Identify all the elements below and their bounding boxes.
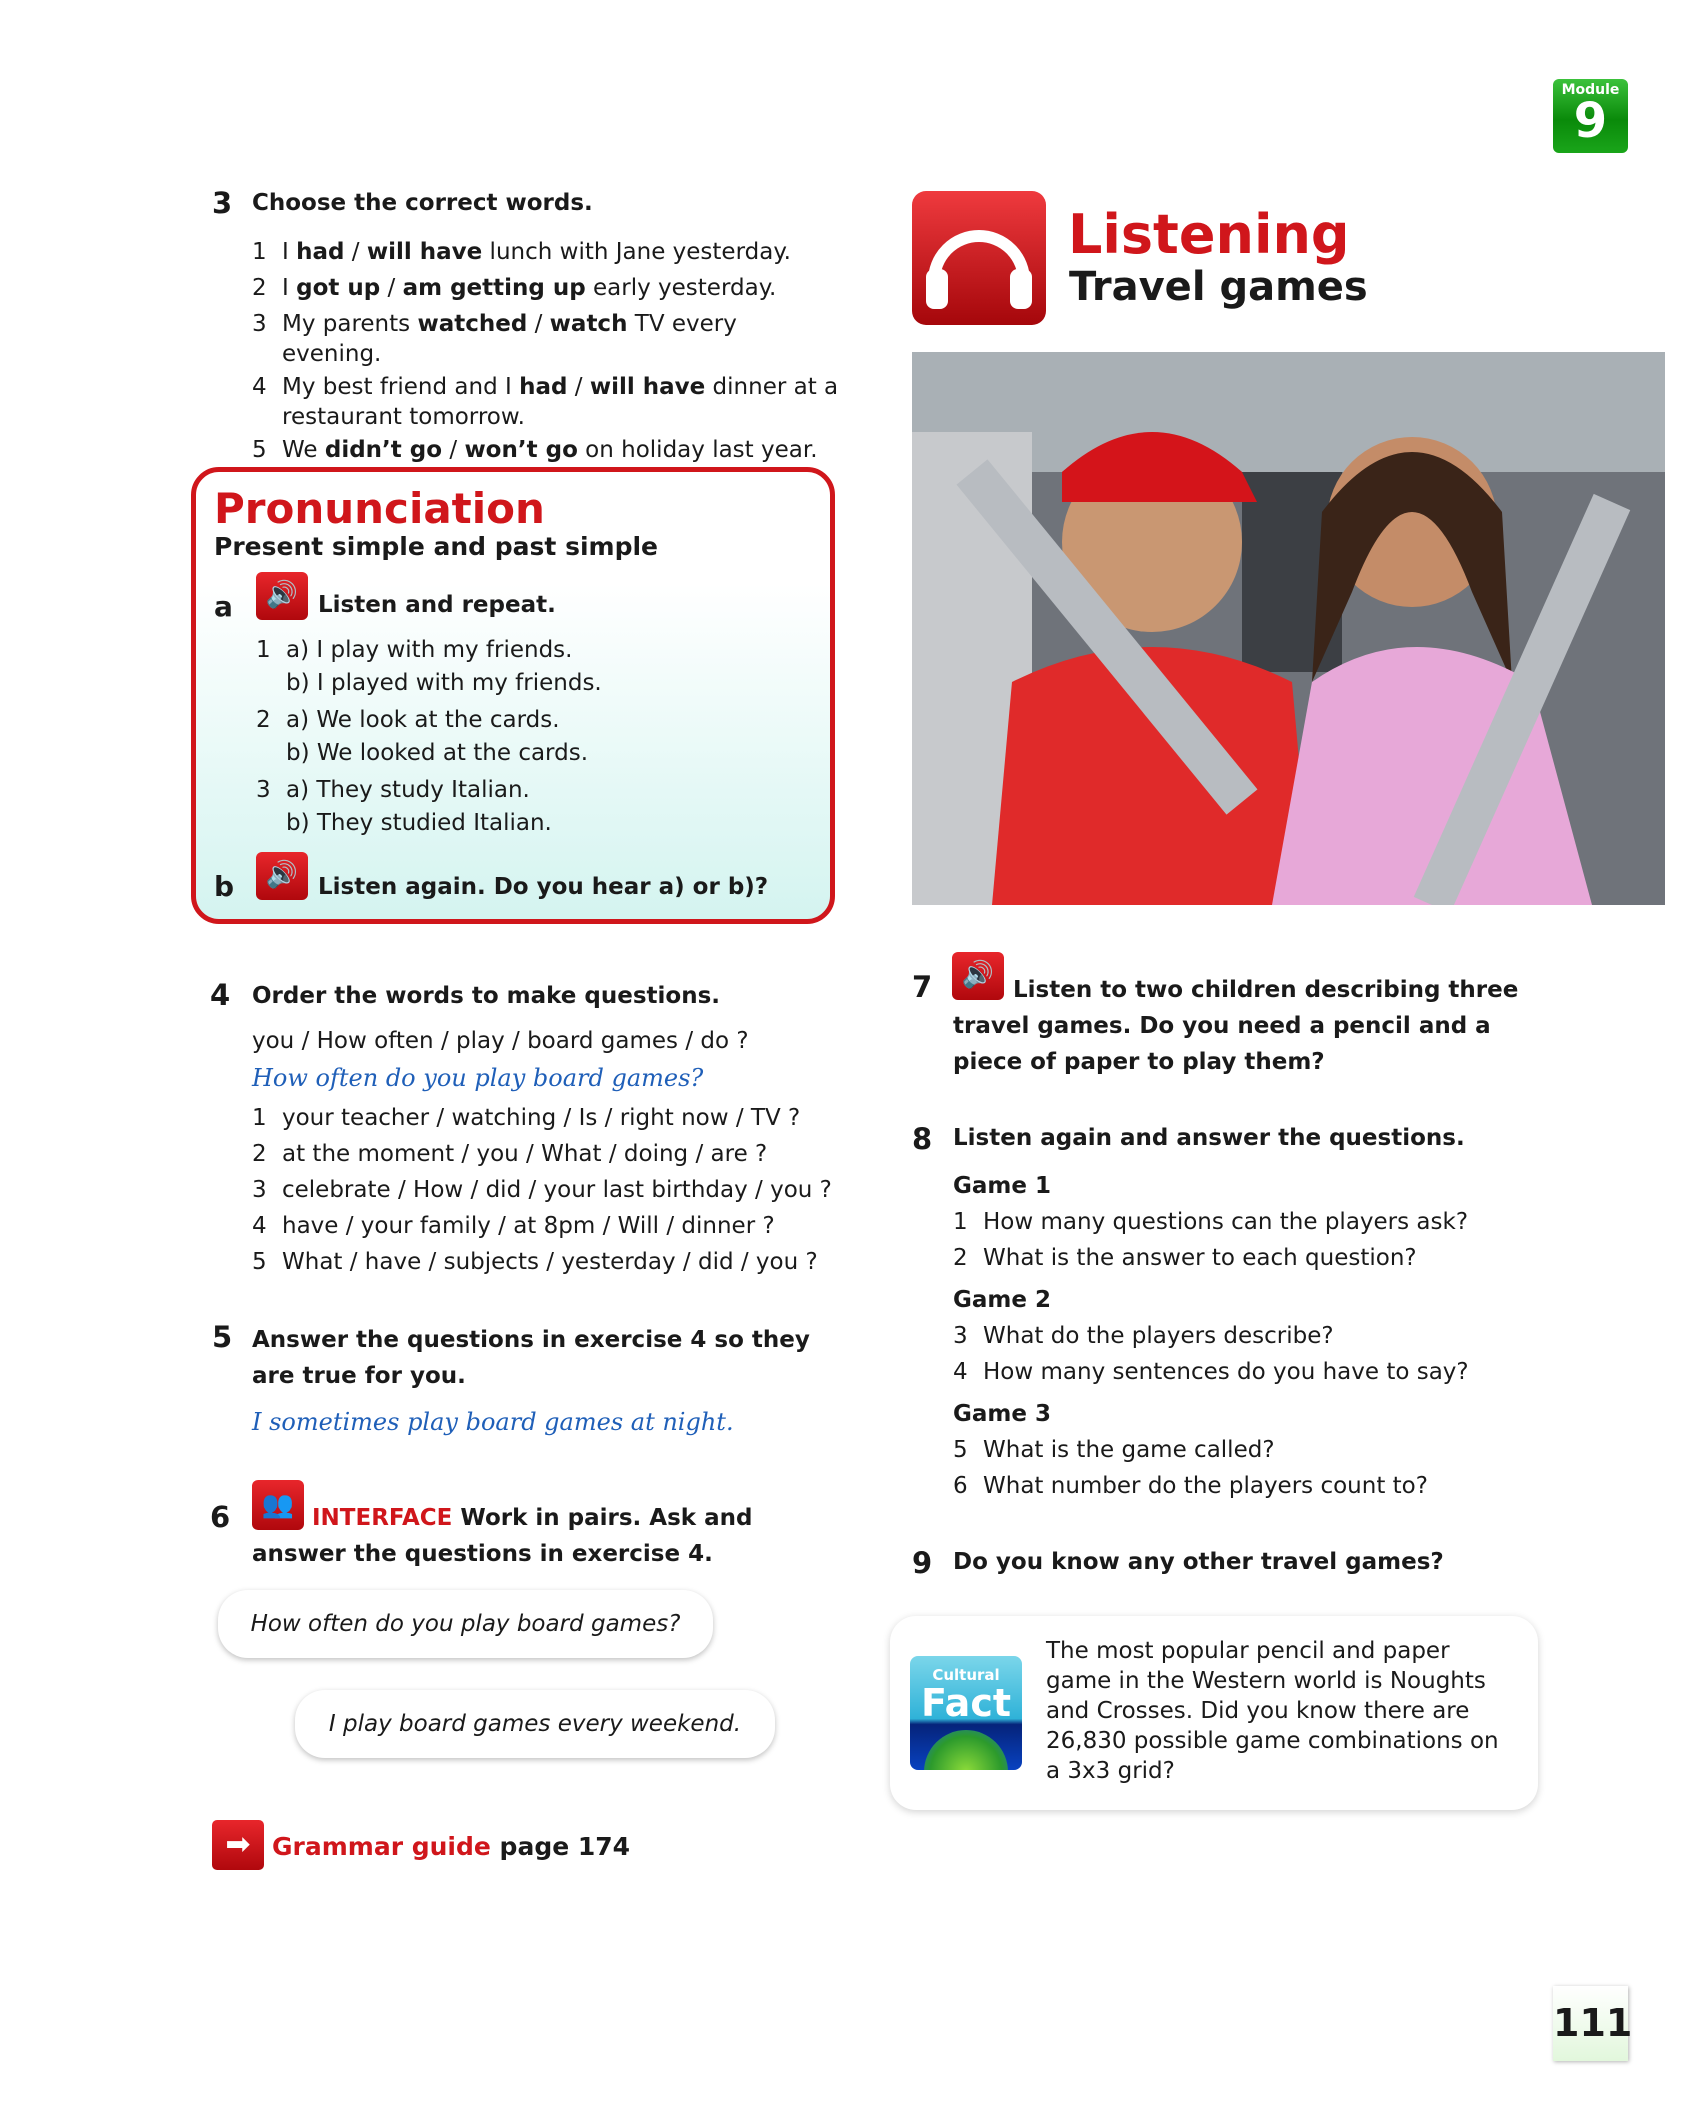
part-a-label: a <box>214 590 233 623</box>
pronunciation-title: Pronunciation <box>214 484 545 533</box>
item-text: your teacher / watching / Is / right now / TV ? <box>282 1105 801 1131</box>
pronunciation-list <box>256 632 816 842</box>
item-text: What do the players describe? <box>983 1323 1334 1349</box>
interface-pair-icon: 👥 <box>252 1480 304 1530</box>
module-badge <box>1553 79 1628 153</box>
globe-icon <box>924 1730 1008 1770</box>
exercise-4-example-answer: How often do you play board games? <box>252 1064 704 1092</box>
exercise-number: 9 <box>912 1546 933 1580</box>
part-b-instruction: Listen again. Do you hear a) or b)? <box>318 874 769 900</box>
option-b[interactable]: will have <box>589 374 706 400</box>
item-text: How many sentences do you have to say? <box>983 1359 1469 1385</box>
section-title: Listening <box>1068 203 1350 266</box>
exercise-4-title: Order the words to make questions. <box>252 983 721 1009</box>
list-item <box>252 1100 852 1136</box>
item-number: 2 <box>252 1141 267 1167</box>
text: We <box>282 437 325 463</box>
list-item <box>252 432 842 468</box>
exercise-number: 4 <box>210 978 231 1012</box>
item-text <box>282 432 818 468</box>
item-text <box>282 270 776 306</box>
photo-children-in-car <box>912 352 1665 905</box>
exercise-6-title <box>252 1500 842 1572</box>
item-text <box>282 306 842 369</box>
separator: / <box>527 311 550 337</box>
exercise-4-list <box>252 1100 852 1280</box>
badge-text-cultural: Cultural <box>932 1666 1000 1684</box>
exercise-number: 6 <box>210 1500 231 1534</box>
option-b[interactable]: will have <box>366 239 483 265</box>
exercise-number: 5 <box>212 1320 233 1354</box>
pronunciation-item <box>256 702 816 768</box>
sentence-b: b) I played with my friends. <box>286 670 602 696</box>
separator: / <box>380 275 403 301</box>
list-item <box>252 234 842 270</box>
item-number: 5 <box>252 437 267 463</box>
option-a[interactable]: watched <box>417 311 528 337</box>
item-text: celebrate / How / did / your last birthday / you ? <box>282 1177 832 1203</box>
part-b-label: b <box>214 870 235 903</box>
text: My best friend and I <box>282 374 520 400</box>
item-number: 1 <box>252 239 267 265</box>
item-number: 4 <box>953 1359 968 1385</box>
item-number: 3 <box>252 1177 267 1203</box>
part-a-instruction: Listen and repeat. <box>318 592 556 618</box>
text: My parents <box>282 311 418 337</box>
page-number: 111 <box>1553 1986 1628 2061</box>
item-number: 4 <box>252 374 267 400</box>
audio-speaker-icon[interactable]: 🔊 <box>256 852 308 900</box>
cultural-fact-text: The most popular pencil and paper game in the Western world is Noughts and Crosses. Did you know there are 26,830 possible game combinations on a 3x3 grid? <box>1046 1638 1499 1784</box>
text: I <box>282 239 297 265</box>
exercise-number: 8 <box>912 1122 933 1156</box>
exercise-3-title: Choose the correct words. <box>252 190 593 216</box>
sentence-a: a) I play with my friends. <box>286 637 573 663</box>
item-text: How many questions can the players ask? <box>983 1209 1469 1235</box>
item-number: 2 <box>256 707 271 733</box>
list-item <box>252 270 842 306</box>
list-item <box>252 369 842 432</box>
option-b[interactable]: watch <box>549 311 628 337</box>
grammar-guide-page: page 174 <box>490 1832 631 1861</box>
exercise-9-title: Do you know any other travel games? <box>953 1549 1444 1575</box>
item-number: 2 <box>953 1245 968 1271</box>
pronunciation-item <box>256 772 816 838</box>
item-text: What / have / subjects / yesterday / did / you ? <box>282 1249 818 1275</box>
text: lunch with Jane yesterday. <box>482 239 791 265</box>
item-number: 2 <box>252 275 267 301</box>
list-item <box>953 1204 1553 1240</box>
option-a[interactable]: got up <box>296 275 381 301</box>
separator: / <box>442 437 465 463</box>
exercise-5-example-answer: I sometimes play board games at night. <box>252 1408 734 1436</box>
interface-tag: INTERFACE <box>312 1505 453 1531</box>
speech-bubble: I play board games every weekend. <box>295 1690 775 1758</box>
arrow-right-icon[interactable]: ➡ <box>212 1820 264 1870</box>
exercise-6-instruction: Work in pairs. Ask and answer the questions in exercise 4. <box>252 1505 753 1567</box>
exercise-3-list <box>252 234 842 468</box>
item-text: have / your family / at 8pm / Will / dinner ? <box>282 1213 775 1239</box>
text: I <box>282 275 297 301</box>
module-label: Module <box>1561 82 1620 98</box>
exercise-5-title: Answer the questions in exercise 4 so they are true for you. <box>252 1327 810 1389</box>
speech-bubble: How often do you play board games? <box>218 1590 713 1658</box>
list-item <box>953 1240 1553 1276</box>
game-heading: Game 2 <box>953 1287 1051 1313</box>
sentence-b: b) They studied Italian. <box>286 810 552 836</box>
list-item <box>252 306 842 369</box>
item-text: What is the answer to each question? <box>983 1245 1417 1271</box>
option-b[interactable]: won’t go <box>464 437 578 463</box>
text: on holiday last year. <box>577 437 818 463</box>
audio-speaker-icon[interactable]: 🔊 <box>256 572 308 620</box>
module-number: 9 <box>1573 93 1608 149</box>
item-number: 6 <box>953 1473 968 1499</box>
item-text: at the moment / you / What / doing / are ? <box>282 1141 768 1167</box>
headphones-icon <box>912 191 1046 325</box>
grammar-guide-label: Grammar guide <box>272 1832 491 1861</box>
pronunciation-subtitle: Present simple and past simple <box>214 532 659 561</box>
item-number: 5 <box>252 1249 267 1275</box>
list-item <box>252 1136 852 1172</box>
option-a[interactable]: didn’t go <box>324 437 443 463</box>
badge-text-fact: Fact <box>920 1681 1012 1725</box>
option-a[interactable]: had <box>296 239 345 265</box>
list-item <box>252 1208 852 1244</box>
option-a[interactable]: had <box>519 374 568 400</box>
game-group <box>953 1168 1553 1276</box>
exercise-number: 3 <box>212 186 233 220</box>
game-heading: Game 3 <box>953 1401 1051 1427</box>
sentence-a: a) We look at the cards. <box>286 707 560 733</box>
exercise-8-games <box>953 1168 1553 1510</box>
game-group <box>953 1282 1553 1390</box>
item-number: 4 <box>252 1213 267 1239</box>
list-item <box>252 1244 852 1280</box>
sentence-b: b) We looked at the cards. <box>286 740 588 766</box>
list-item <box>953 1432 1553 1468</box>
item-number: 5 <box>953 1437 968 1463</box>
sentence-a: a) They study Italian. <box>286 777 530 803</box>
item-number: 1 <box>252 1105 267 1131</box>
text: TV every evening. <box>282 311 737 367</box>
separator: / <box>567 374 590 400</box>
exercise-4-example: you / How often / play / board games / do ? <box>252 1028 749 1054</box>
audio-speaker-icon[interactable]: 🔊 <box>952 952 1004 1000</box>
item-text: What is the game called? <box>983 1437 1275 1463</box>
section-subtitle: Travel games <box>1069 264 1368 310</box>
list-item <box>953 1468 1553 1504</box>
item-number: 3 <box>252 311 267 337</box>
item-text <box>282 234 791 270</box>
item-text: What number do the players count to? <box>983 1473 1428 1499</box>
pronunciation-box <box>191 467 835 924</box>
exercise-7-title: Listen to two children describing three travel games. Do you need a pencil and a piece of paper to play them? <box>953 977 1519 1075</box>
text: early yesterday. <box>585 275 777 301</box>
pronunciation-item <box>256 632 816 698</box>
item-number: 3 <box>953 1323 968 1349</box>
item-number: 1 <box>256 637 271 663</box>
grammar-guide-link[interactable] <box>272 1832 630 1861</box>
game-heading: Game 1 <box>953 1173 1051 1199</box>
list-item <box>252 1172 852 1208</box>
list-item <box>953 1354 1553 1390</box>
game-group <box>953 1396 1553 1504</box>
cultural-fact-box <box>890 1616 1538 1810</box>
cultural-fact-badge <box>910 1656 1022 1770</box>
item-text <box>282 369 842 432</box>
exercise-8-title: Listen again and answer the questions. <box>953 1125 1465 1151</box>
item-number: 1 <box>953 1209 968 1235</box>
list-item <box>953 1318 1553 1354</box>
text: dinner at a restaurant tomorrow. <box>282 374 839 430</box>
separator: / <box>344 239 367 265</box>
exercise-number: 7 <box>912 970 933 1004</box>
option-b[interactable]: am getting up <box>402 275 586 301</box>
item-number: 3 <box>256 777 271 803</box>
